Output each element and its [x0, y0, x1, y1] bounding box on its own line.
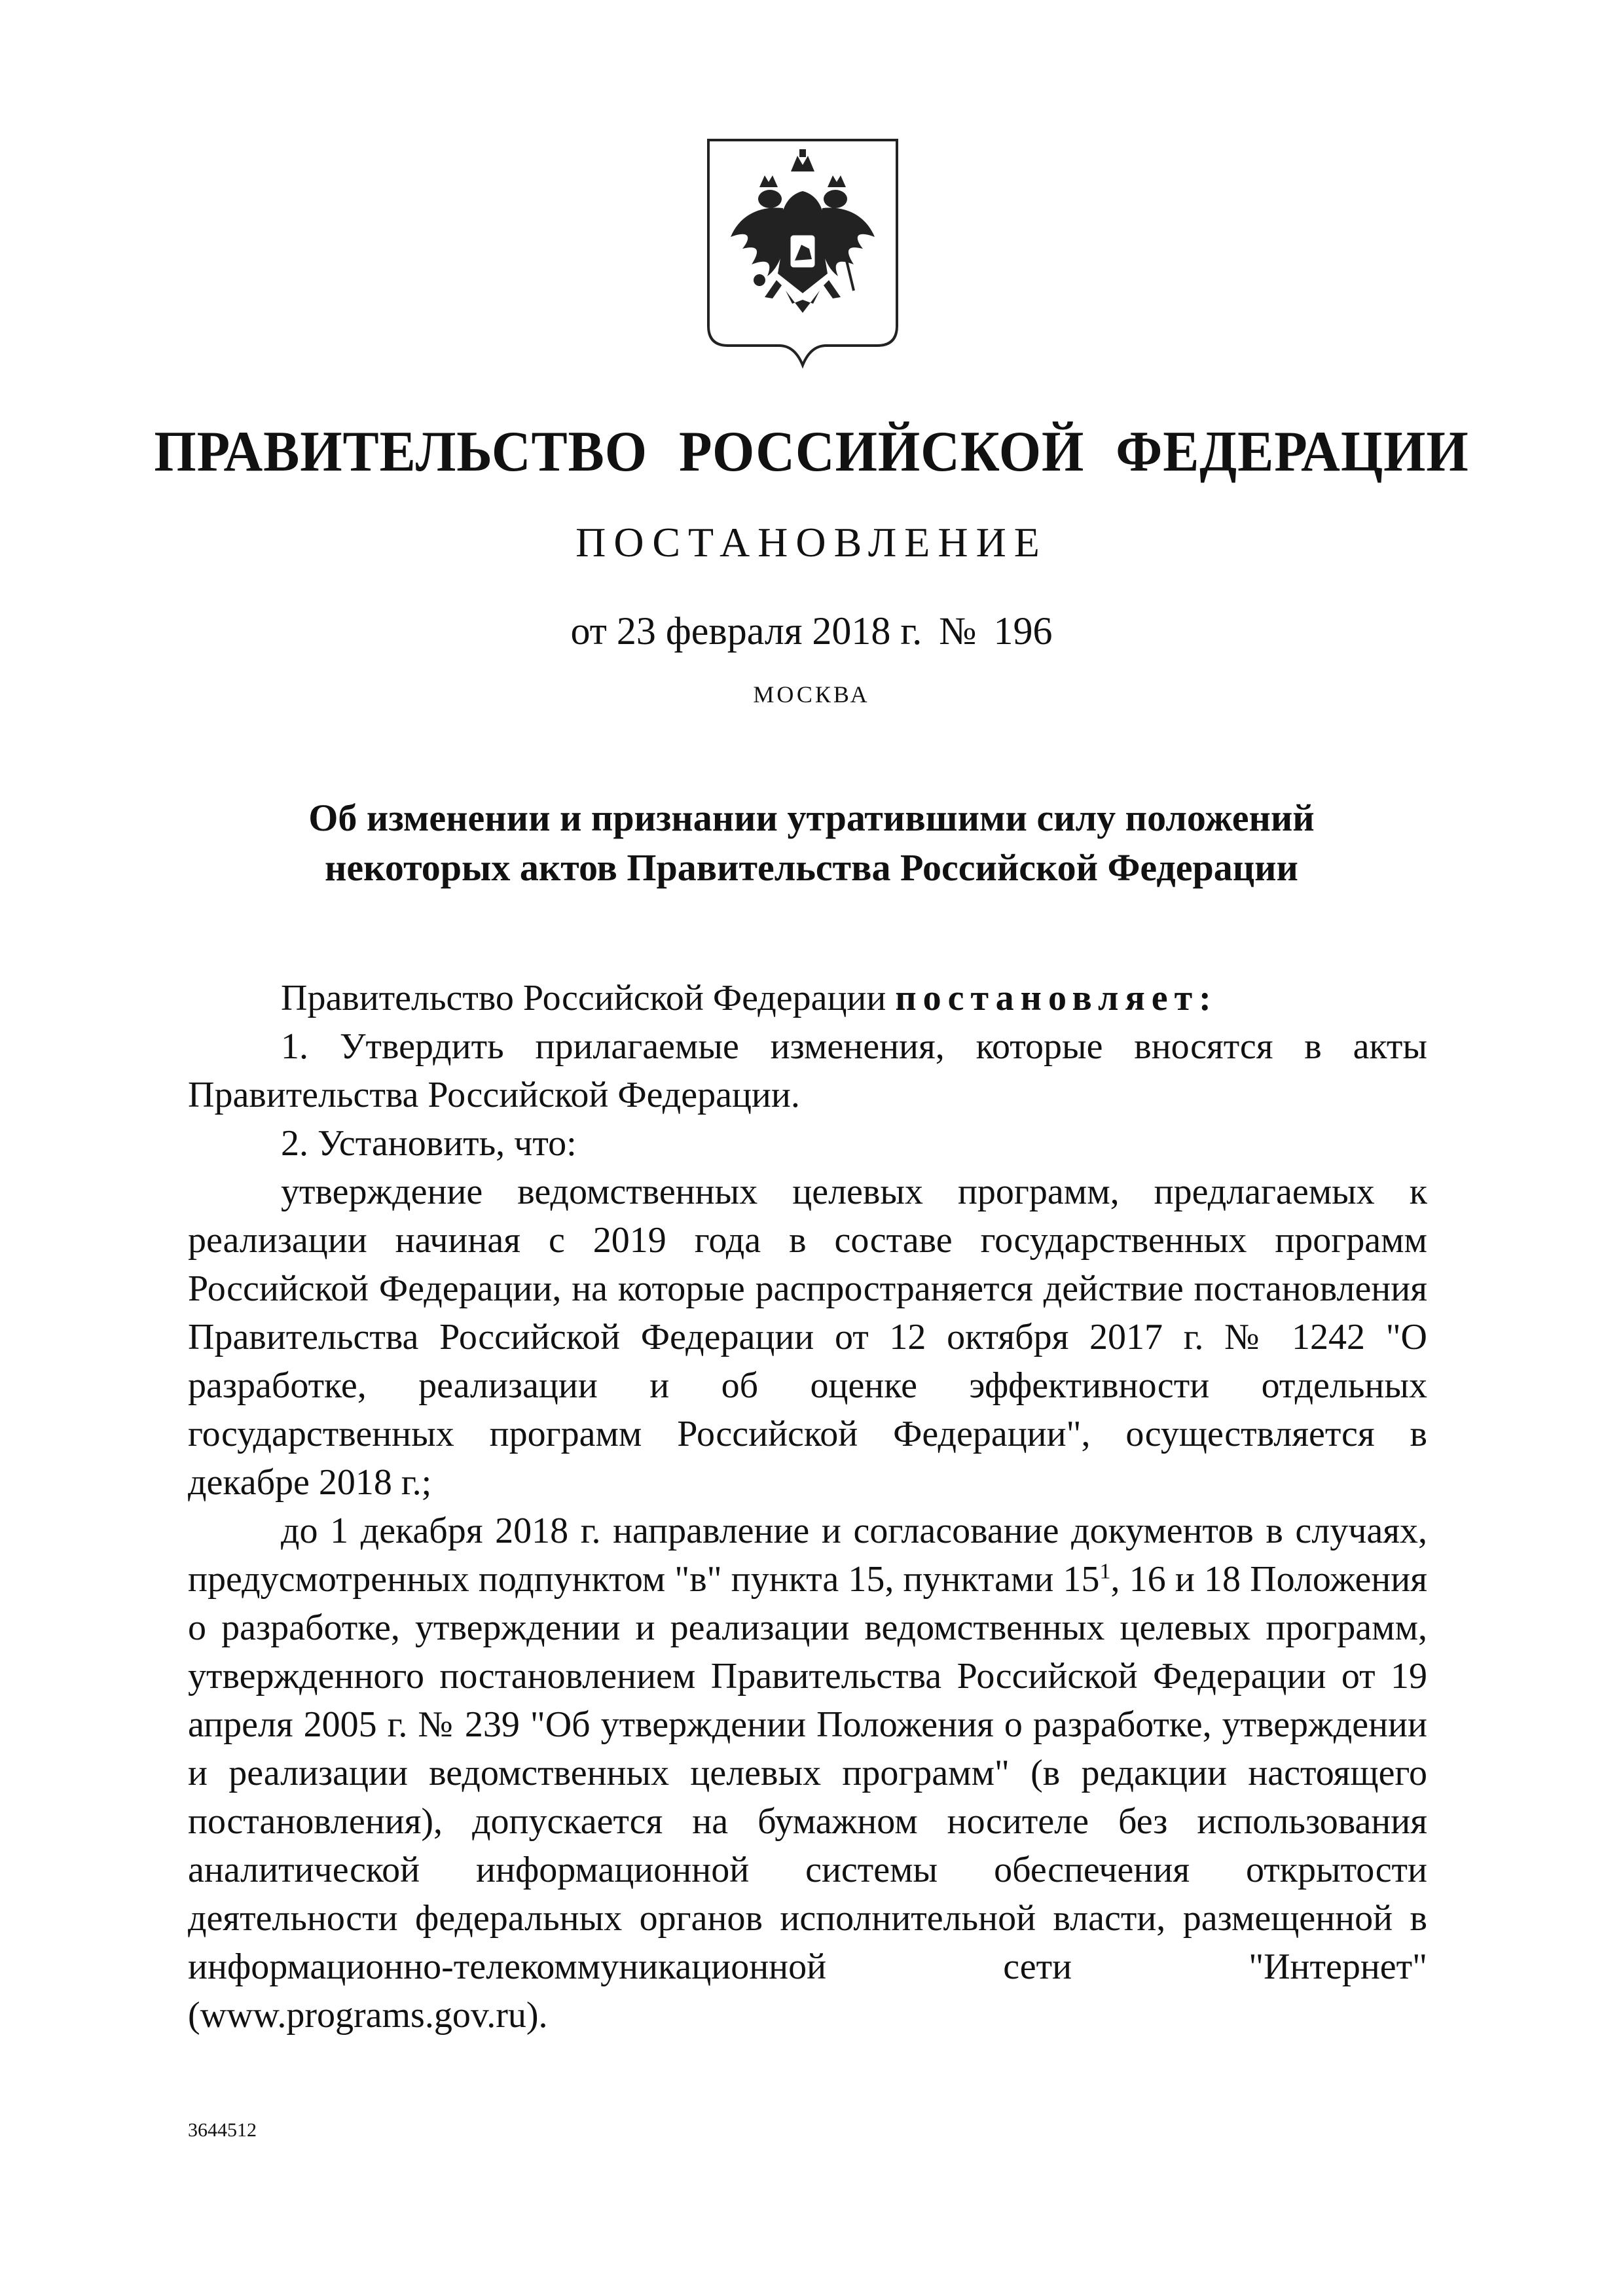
- superscript-1: 1: [1099, 1559, 1111, 1584]
- paragraph-4: [188, 1507, 1427, 2039]
- document-body: [188, 974, 1427, 2039]
- paragraph-2: 2. Установить, что:: [281, 1123, 577, 1164]
- number-sign: №: [939, 609, 977, 653]
- paragraph-4-part-1: до 1 декабря 2018 г. направление и согласование документов в случаях, предусмотренных подпунктом "в" пункта 15, пунктами 15: [188, 1511, 1427, 1600]
- document-number: 196: [993, 609, 1053, 653]
- city-name: МОСКВА: [753, 681, 870, 708]
- paragraph-3: утверждение ведомственных целевых программ, предлагаемых к реализации начиная с 2019 года в составе государственных программ Российской Федерации, на которые распространяется действие постановления Правительства Российской Федерации от 12 октября 2017 г. № 1242 "О разработке, реализации и об оценке эффективности отдельных государственных программ Российской Федерации", осуществляется в декабре 2018 г.;: [188, 1172, 1427, 1503]
- intro-verb: постановляет:: [895, 978, 1218, 1018]
- document-subject: [0, 793, 1623, 893]
- document-date: от 23 февраля 2018 г.: [570, 609, 922, 653]
- document-type: ПОСТАНОВЛЕНИЕ: [575, 519, 1048, 565]
- subject-line-2: некоторых актов Правительства Российской Федерации: [325, 846, 1298, 889]
- paragraph-1: 1. Утвердить прилагаемые изменения, которые вносятся в акты Правительства Российской Федерации.: [188, 1026, 1427, 1115]
- date-number-line: [0, 609, 1623, 654]
- intro-prefix: Правительство Российской Федерации: [281, 978, 886, 1018]
- subject-line-1: Об изменении и признании утратившими силу положений: [308, 797, 1315, 839]
- government-title: ПРАВИТЕЛЬСТВО РОССИЙСКОЙ ФЕДЕРАЦИИ: [154, 420, 1469, 484]
- intro-paragraph: [188, 974, 1427, 1022]
- document-code: 3644512: [188, 2119, 257, 2141]
- paragraph-4-part-2: , 16 и 18 Положения о разработке, утверждении и реализации ведомственных целевых программ, утвержденного постановлением Правительства Российской Федерации от 19 апреля 2005 г. № 239 "Об утверждении Положения о разработке, утверждении и реализации ведомственных целевых программ" (в редакции настоящего постановления), допускается на бумажном носителе без использования аналитической информационной системы обеспечения открытости деятельности федеральных органов исполнительной власти, размещенной в информационно-телекоммуникационной сети "Интернет" (www.programs.gov.ru).: [188, 1559, 1427, 2036]
- coat-of-arms-icon: [704, 136, 901, 369]
